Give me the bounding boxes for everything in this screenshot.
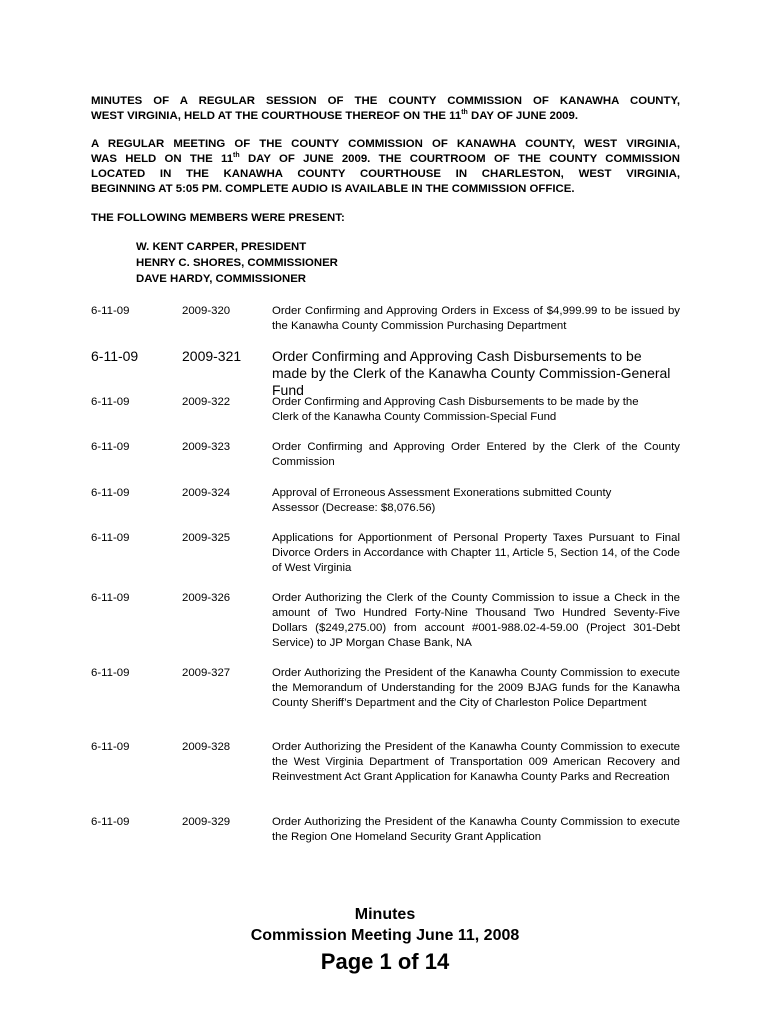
entry-date: 6-11-09 [91,348,139,364]
entry-number: 2009-325 [182,532,231,544]
entry-description: Approval of Erroneous Assessment Exonerations submitted County Assessor (Decrease: $8,076.56) [272,487,612,514]
entry-date: 6-11-09 [91,441,130,453]
entry-number: 2009-324 [182,487,231,499]
entry-number: 2009-327 [182,667,231,679]
member-name: W. KENT CARPER, PRESIDENT [136,241,307,253]
footer-meeting: Commission Meeting June 11, 2008 [250,927,520,944]
entry-number: 2009-320 [182,305,231,317]
entry-number: 2009-326 [182,592,231,604]
entry-date: 6-11-09 [91,305,130,317]
meeting-line-1: A REGULAR MEETING OF THE COUNTY COMMISSION OF KANAWHA COUNTY, WEST VIRGINIA, [91,138,680,150]
page-number: Page 1 of 14 [320,949,450,974]
member-name: DAVE HARDY, COMMISSIONER [136,273,307,285]
meeting-paragraph [91,137,680,197]
entry-description: Order Confirming and Approving Cash Disbursements to be made by the Clerk of the Kanawha County Commission-Special Fund [272,396,639,423]
member-name: HENRY C. SHORES, COMMISSIONER [136,257,338,269]
entry-date: 6-11-09 [91,532,130,544]
entry-number: 2009-322 [182,396,231,408]
meeting-line-2: WAS HELD ON THE 11th DAY OF JUNE 2009. THE COURTROOM OF THE COUNTY COMMISSION [91,152,680,165]
entry-date: 6-11-09 [91,741,130,753]
page-footer [0,905,770,977]
entry-date: 6-11-09 [91,816,130,828]
entry-date: 6-11-09 [91,592,130,604]
minutes-heading-line-1: MINUTES OF A REGULAR SESSION OF THE COUNTY COMMISSION OF KANAWHA COUNTY, [91,95,680,107]
entry-description: Applications for Apportionment of Personal Property Taxes Pursuant to Final Divorce Orders in Accordance with Chapter 11, Article 5, Section 14, of the Code of West Virginia [272,532,680,574]
footer-title: Minutes [354,906,416,923]
members-list [136,239,338,287]
entry-description: Order Confirming and Approving Order Entered by the Clerk of the County Commission [272,441,680,468]
entry-number: 2009-329 [182,816,231,828]
entry-description: Order Authorizing the President of the Kanawha County Commission to execute the West Virginia Department of Transportation 009 American Recovery and Reinvestment Act Grant Application for Kanawha County Parks and Recreation [272,741,680,783]
members-heading: THE FOLLOWING MEMBERS WERE PRESENT: [91,212,345,224]
minutes-heading [91,94,680,124]
entry-description: Order Authorizing the President of the Kanawha County Commission to execute the Region One Homeland Security Grant Application [272,816,680,843]
meeting-line-4: BEGINNING AT 5:05 PM. COMPLETE AUDIO IS AVAILABLE IN THE COMMISSION OFFICE. [91,183,575,195]
entry-number: 2009-321 [182,348,242,364]
entry-description: Order Authorizing the President of the Kanawha County Commission to execute the Memorandum of Understanding for the 2009 BJAG funds for the Kanawha County Sheriff’s Department and the City of Charleston Police Department [272,667,680,709]
entry-description: Order Authorizing the Clerk of the County Commission to issue a Check in the amount of Two Hundred Forty-Nine Thousand Two Hundred Seventy-Five Dollars ($249,275.00) from account #001-988.02-4-59.00 (Project 301-Debt Service) to JP Morgan Chase Bank, NA [272,592,680,649]
entry-description: Order Confirming and Approving Orders in Excess of $4,999.99 to be issued by the Kanawha County Commission Purchasing Department [272,305,680,332]
entry-number: 2009-328 [182,741,231,753]
entry-description: Order Confirming and Approving Cash Disbursements to be made by the Clerk of the Kanawha County Commission-General Fund [272,348,671,398]
entry-date: 6-11-09 [91,487,130,499]
meeting-line-3: LOCATED IN THE KANAWHA COUNTY COURTHOUSE IN CHARLESTON, WEST VIRGINIA, [91,168,680,180]
entry-date: 6-11-09 [91,396,130,408]
minutes-heading-line-2: WEST VIRGINIA, HELD AT THE COURTHOUSE THEREOF ON THE 11th DAY OF JUNE 2009. [91,109,578,122]
entry-date: 6-11-09 [91,667,130,679]
entry-number: 2009-323 [182,441,231,453]
